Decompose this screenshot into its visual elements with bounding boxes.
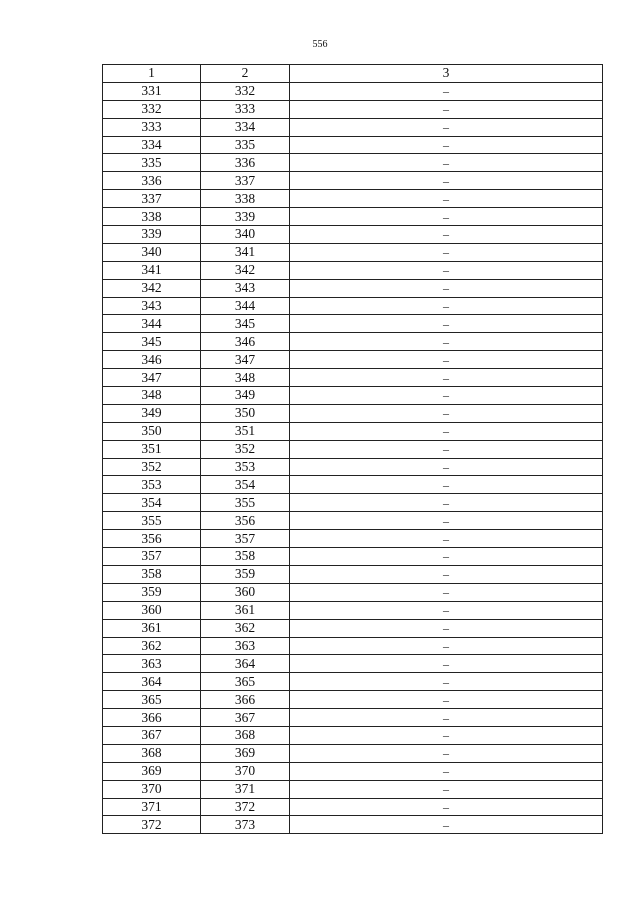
table-row: [103, 297, 603, 315]
table-cell-col-1: 354: [103, 494, 201, 512]
table-cell-col-3: –: [290, 637, 603, 655]
table-cell-col-1: 367: [103, 726, 201, 744]
table-row: [103, 637, 603, 655]
table-cell-col-3: –: [290, 548, 603, 566]
table-cell-col-3: –: [290, 530, 603, 548]
table-cell-col-2: 363: [201, 637, 290, 655]
table-cell-col-2: 373: [201, 816, 290, 834]
table-cell-col-1: 334: [103, 136, 201, 154]
table-cell-col-3: –: [290, 82, 603, 100]
table-row: [103, 494, 603, 512]
table-row: [103, 530, 603, 548]
table-cell-col-2: 335: [201, 136, 290, 154]
table-cell-col-1: 372: [103, 816, 201, 834]
table-cell-col-3: –: [290, 100, 603, 118]
table-row: [103, 655, 603, 673]
table-cell-col-2: 369: [201, 744, 290, 762]
table-row: [103, 422, 603, 440]
table-cell-col-2: 349: [201, 387, 290, 405]
table-cell-col-3: –: [290, 816, 603, 834]
table-cell-col-1: 362: [103, 637, 201, 655]
table-row: [103, 333, 603, 351]
table-body: [103, 82, 603, 833]
table-cell-col-1: 357: [103, 548, 201, 566]
table-row: [103, 136, 603, 154]
table-row: [103, 798, 603, 816]
table-cell-col-3: –: [290, 279, 603, 297]
table-cell-col-1: 368: [103, 744, 201, 762]
table-cell-col-2: 362: [201, 619, 290, 637]
table-row: [103, 172, 603, 190]
table-row: [103, 548, 603, 566]
table-cell-col-2: 332: [201, 82, 290, 100]
table-cell-col-2: 342: [201, 261, 290, 279]
table-cell-col-1: 360: [103, 601, 201, 619]
table-cell-col-3: –: [290, 315, 603, 333]
column-header-1: 1: [103, 65, 201, 83]
table-cell-col-2: 353: [201, 458, 290, 476]
table-row: [103, 404, 603, 422]
table-cell-col-3: –: [290, 512, 603, 530]
table-cell-col-3: –: [290, 172, 603, 190]
table-cell-col-3: –: [290, 780, 603, 798]
table-cell-col-1: 352: [103, 458, 201, 476]
table-row: [103, 762, 603, 780]
table-cell-col-2: 346: [201, 333, 290, 351]
table-row: [103, 816, 603, 834]
table-cell-col-1: 364: [103, 673, 201, 691]
table-row: [103, 100, 603, 118]
table-cell-col-2: 361: [201, 601, 290, 619]
table-cell-col-3: –: [290, 422, 603, 440]
table-cell-col-3: –: [290, 619, 603, 637]
table-row: [103, 726, 603, 744]
table-cell-col-3: –: [290, 208, 603, 226]
table-cell-col-2: 370: [201, 762, 290, 780]
table-row: [103, 315, 603, 333]
table-cell-col-1: 333: [103, 118, 201, 136]
table-row: [103, 261, 603, 279]
table-cell-col-3: –: [290, 369, 603, 387]
table-cell-col-2: 365: [201, 673, 290, 691]
table-cell-col-3: –: [290, 404, 603, 422]
table-cell-col-1: 349: [103, 404, 201, 422]
table-cell-col-1: 336: [103, 172, 201, 190]
table-row: [103, 351, 603, 369]
table-cell-col-2: 371: [201, 780, 290, 798]
table-cell-col-1: 346: [103, 351, 201, 369]
table-row: [103, 476, 603, 494]
table-cell-col-3: –: [290, 297, 603, 315]
table-cell-col-2: 352: [201, 440, 290, 458]
table-cell-col-1: 348: [103, 387, 201, 405]
table-cell-col-3: –: [290, 333, 603, 351]
table-cell-col-3: –: [290, 494, 603, 512]
table-cell-col-3: –: [290, 601, 603, 619]
table-cell-col-2: 337: [201, 172, 290, 190]
table-cell-col-1: 338: [103, 208, 201, 226]
table-cell-col-2: 350: [201, 404, 290, 422]
table-cell-col-1: 337: [103, 190, 201, 208]
table-cell-col-3: –: [290, 118, 603, 136]
table-cell-col-2: 348: [201, 369, 290, 387]
table-cell-col-1: 359: [103, 583, 201, 601]
table-cell-col-1: 358: [103, 565, 201, 583]
table-cell-col-3: –: [290, 673, 603, 691]
table-cell-col-2: 343: [201, 279, 290, 297]
column-header-2: 2: [201, 65, 290, 83]
table-cell-col-2: 333: [201, 100, 290, 118]
table-row: [103, 709, 603, 727]
table-cell-col-2: 368: [201, 726, 290, 744]
table-cell-col-3: –: [290, 655, 603, 673]
table-cell-col-3: –: [290, 709, 603, 727]
table-cell-col-2: 360: [201, 583, 290, 601]
table-cell-col-2: 372: [201, 798, 290, 816]
table-row: [103, 601, 603, 619]
table-row: [103, 118, 603, 136]
table-cell-col-1: 341: [103, 261, 201, 279]
table-row: [103, 512, 603, 530]
table-row: [103, 387, 603, 405]
table-cell-col-2: 367: [201, 709, 290, 727]
table-cell-col-3: –: [290, 762, 603, 780]
table-cell-col-2: 355: [201, 494, 290, 512]
table-cell-col-1: 331: [103, 82, 201, 100]
table-cell-col-3: –: [290, 744, 603, 762]
table-cell-col-2: 338: [201, 190, 290, 208]
table-row: [103, 208, 603, 226]
table-cell-col-1: 356: [103, 530, 201, 548]
table-row: [103, 243, 603, 261]
table-cell-col-2: 341: [201, 243, 290, 261]
table-row: [103, 82, 603, 100]
table-cell-col-3: –: [290, 440, 603, 458]
data-table: [102, 64, 603, 834]
table-cell-col-3: –: [290, 243, 603, 261]
table-cell-col-1: 335: [103, 154, 201, 172]
table-row: [103, 565, 603, 583]
table-cell-col-2: 339: [201, 208, 290, 226]
table-cell-col-3: –: [290, 261, 603, 279]
table-row: [103, 780, 603, 798]
table-cell-col-1: 347: [103, 369, 201, 387]
table-cell-col-3: –: [290, 387, 603, 405]
table-cell-col-3: –: [290, 351, 603, 369]
table-row: [103, 583, 603, 601]
table-cell-col-1: 351: [103, 440, 201, 458]
table-cell-col-3: –: [290, 154, 603, 172]
table-cell-col-1: 371: [103, 798, 201, 816]
table-cell-col-2: 336: [201, 154, 290, 172]
table-cell-col-1: 343: [103, 297, 201, 315]
table-row: [103, 369, 603, 387]
table-header-row: [103, 65, 603, 83]
table-cell-col-3: –: [290, 190, 603, 208]
table-cell-col-1: 340: [103, 243, 201, 261]
table-cell-col-3: –: [290, 476, 603, 494]
table-row: [103, 226, 603, 244]
table-cell-col-3: –: [290, 691, 603, 709]
table-row: [103, 190, 603, 208]
table-cell-col-2: 351: [201, 422, 290, 440]
table-cell-col-2: 334: [201, 118, 290, 136]
table-cell-col-2: 364: [201, 655, 290, 673]
table-row: [103, 279, 603, 297]
table-cell-col-1: 350: [103, 422, 201, 440]
table-row: [103, 154, 603, 172]
table-cell-col-2: 366: [201, 691, 290, 709]
table-cell-col-1: 365: [103, 691, 201, 709]
table-cell-col-1: 342: [103, 279, 201, 297]
table-cell-col-1: 366: [103, 709, 201, 727]
table-cell-col-3: –: [290, 458, 603, 476]
page-number: 556: [312, 39, 328, 50]
table-cell-col-3: –: [290, 565, 603, 583]
table-cell-col-2: 340: [201, 226, 290, 244]
table-cell-col-2: 357: [201, 530, 290, 548]
table-cell-col-1: 344: [103, 315, 201, 333]
table-row: [103, 744, 603, 762]
table-cell-col-2: 356: [201, 512, 290, 530]
table-cell-col-2: 344: [201, 297, 290, 315]
table-cell-col-3: –: [290, 583, 603, 601]
table-cell-col-1: 355: [103, 512, 201, 530]
table-cell-col-2: 354: [201, 476, 290, 494]
table-cell-col-1: 339: [103, 226, 201, 244]
column-header-3: 3: [290, 65, 603, 83]
table-row: [103, 691, 603, 709]
table-cell-col-1: 370: [103, 780, 201, 798]
table-cell-col-1: 332: [103, 100, 201, 118]
table-cell-col-2: 345: [201, 315, 290, 333]
table-row: [103, 673, 603, 691]
table-cell-col-1: 369: [103, 762, 201, 780]
table-cell-col-1: 363: [103, 655, 201, 673]
table-cell-col-1: 353: [103, 476, 201, 494]
table-cell-col-3: –: [290, 226, 603, 244]
table-cell-col-3: –: [290, 136, 603, 154]
table-cell-col-2: 358: [201, 548, 290, 566]
table-cell-col-3: –: [290, 726, 603, 744]
table-cell-col-1: 345: [103, 333, 201, 351]
table-cell-col-1: 361: [103, 619, 201, 637]
table-cell-col-3: –: [290, 798, 603, 816]
table-row: [103, 440, 603, 458]
table-row: [103, 458, 603, 476]
table-cell-col-2: 359: [201, 565, 290, 583]
table-cell-col-2: 347: [201, 351, 290, 369]
table-row: [103, 619, 603, 637]
